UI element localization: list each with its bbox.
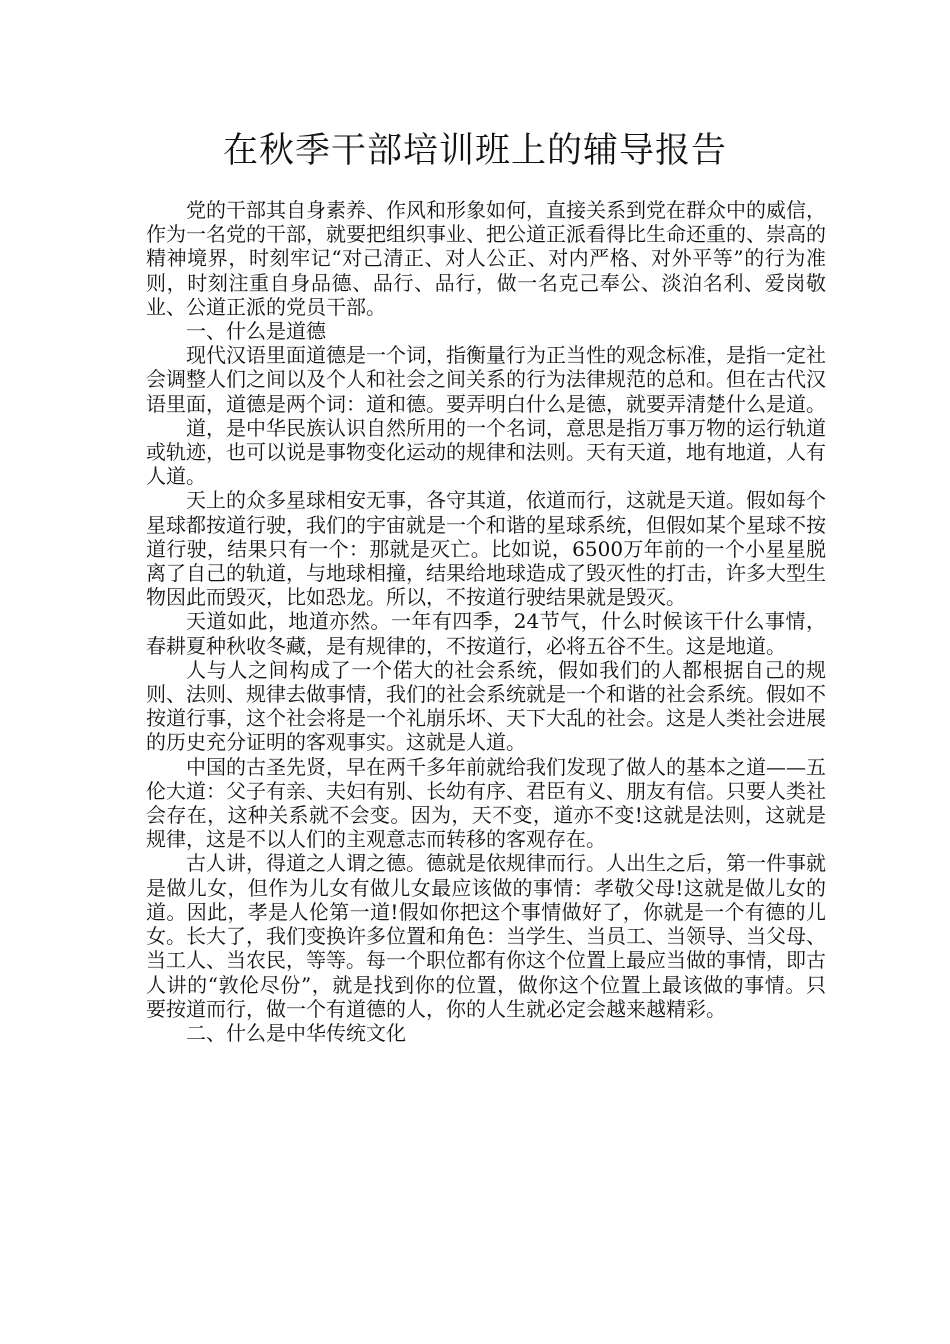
paragraph-modern-definition: 现代汉语里面道德是一个词，指衡量行为正当性的观念标准，是指一定社会调整人们之间以及个人和社会之间关系的行为法律规范的总和。但在古代汉语里面，道德是两个词：道和德。要弄明白什么是德，就要弄清楚什么是道。 <box>146 343 826 416</box>
paragraph-five-relations: 中国的古圣先贤，早在两千多年前就给我们发现了做人的基本之道——五伦大道：父子有亲、夫妇有别、长幼有序、君臣有义、朋友有信。只要人类社会存在，这种关系就不会变。因为，天不变，道亦不变!这就是法则，这就是规律，这是不以人们的主观意志而转移的客观存在。 <box>146 754 826 852</box>
document-body <box>146 198 826 1045</box>
paragraph-intro: 党的干部其自身素养、作风和形象如何，直接关系到党在群众中的威信，作为一名党的干部，就要把组织事业、把公道正派看得比生命还重的、崇高的精神境界，时刻牢记“对己清正、对人公正、对内严格、对外平等”的行为准则，时刻注重自身品德、品行、品行，做一名克己奉公、淡泊名利、爱岗敬业、公道正派的党员干部。 <box>146 198 826 319</box>
paragraph-dao-definition: 道，是中华民族认识自然所用的一个名词，意思是指万事万物的运行轨道或轨迹，也可以说是事物变化运动的规律和法则。天有天道，地有地道，人有人道。 <box>146 415 826 489</box>
document-title: 在秋季干部培训班上的辅导报告 <box>222 131 727 171</box>
paragraph-earth-dao: 天道如此，地道亦然。一年有四季，24节气，什么时候该干什么事情，春耕夏种秋收冬藏，是有规律的，不按道行，必将五谷不生。这是地道。 <box>146 609 826 658</box>
section-heading-traditional-culture: 二、什么是中华传统文化 <box>186 1020 406 1045</box>
paragraph-heaven-dao: 天上的众多星球相安无事，各守其道，依道而行，这就是天道。假如每个星球都按道行驶，我们的宇宙就是一个和谐的星球系统，但假如某个星球不按道行驶，结果只有一个：那就是灭亡。比如说，6500万年前的一个小星星脱离了自己的轨道，与地球相撞，结果给地球造成了毁灭性的打击，许多大型生物因此而毁灭，比如恐龙。所以，不按道行驶结果就是毁灭。 <box>146 488 826 610</box>
paragraph-human-dao: 人与人之间构成了一个偌大的社会系统，假如我们的人都根据自己的规则、法则、规律去做事情，我们的社会系统就是一个和谐的社会系统。假如不按道行事，这个社会将是一个礼崩乐坏、天下大乱的社会。这是人类社会进展的历史充分证明的客观事实。这就是人道。 <box>146 657 826 755</box>
paragraph-virtue: 古人讲，得道之人谓之德。德就是依规律而行。人出生之后，第一件事就是做儿女，但作为儿女有做儿女最应该做的事情：孝敬父母!这就是做儿女的道。因此，孝是人伦第一道!假如你把这个事情做好了，你就是一个有德的儿女。长大了，我们变换许多位置和角色：当学生、当员工、当领导、当父母、当工人、当农民，等等。每一个职位都有你这个位置上最应当做的事情，即古人讲的“敦伦尽份”，就是找到你的位置，做你这个位置上最该做的事情。只要按道而行，做一个有道德的人，你的人生就必定会越来越精彩。 <box>146 851 826 1021</box>
section-heading-what-is-morality: 一、什么是道德 <box>186 319 326 344</box>
